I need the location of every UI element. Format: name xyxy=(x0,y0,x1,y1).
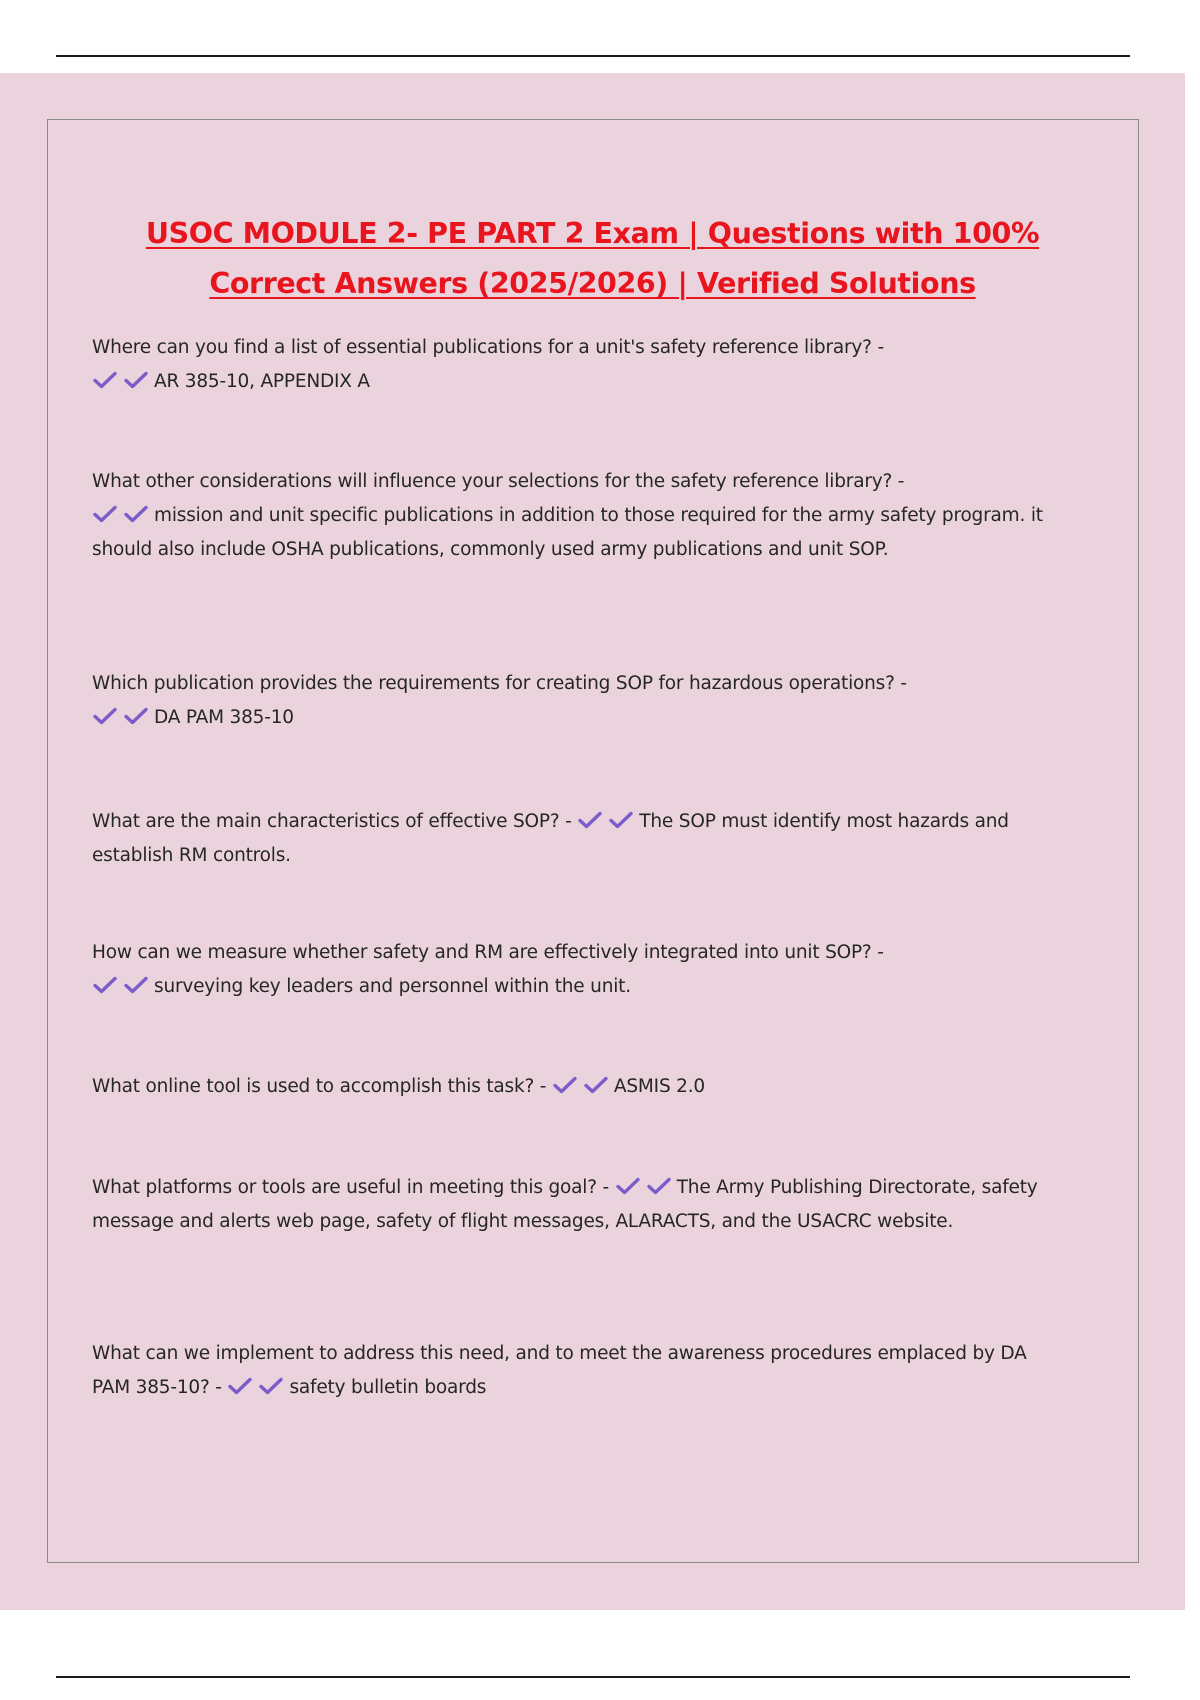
checkmark-icon xyxy=(227,1377,253,1395)
document-title-line-1: USOC MODULE 2- PE PART 2 Exam | Questions with 100% xyxy=(145,217,1040,250)
qa-item xyxy=(92,936,1052,1004)
question-text: Where can you find a list of essential publications for a unit's safety reference library? - xyxy=(92,337,884,358)
checkmark-icon xyxy=(583,1076,609,1094)
footer-rule xyxy=(56,1676,1130,1678)
answer-text: The Army Publishing Directorate, safety message and alerts web page, safety of flight messages, ALARACTS, and the USACRC website. xyxy=(92,1177,1038,1232)
qa-item xyxy=(92,1070,1052,1104)
checkmark-icon xyxy=(92,505,118,523)
question-text: What are the main characteristics of effective SOP? - xyxy=(92,811,572,832)
checkmark-icon xyxy=(123,371,149,389)
header-rule xyxy=(56,55,1130,57)
question-text: What other considerations will influence your selections for the safety reference library? - xyxy=(92,471,905,492)
checkmark-icon xyxy=(92,707,118,725)
checkmark-icon xyxy=(608,811,634,829)
answer-text: DA PAM 385-10 xyxy=(154,707,294,728)
checkmark-icon xyxy=(92,371,118,389)
document-page xyxy=(0,73,1185,1610)
answer-text: safety bulletin boards xyxy=(289,1377,487,1398)
checkmark-icon xyxy=(646,1177,672,1195)
checkmark-icon xyxy=(258,1377,284,1395)
answer-text: The SOP must identify most hazards and establish RM controls. xyxy=(92,811,1009,866)
question-text: How can we measure whether safety and RM are effectively integrated into unit SOP? - xyxy=(92,942,884,963)
checkmark-icon xyxy=(123,707,149,725)
document-title-line-2: Correct Answers (2025/2026) | Verified Solutions xyxy=(209,267,976,300)
answer-text: AR 385-10, APPENDIX A xyxy=(154,371,370,392)
qa-item xyxy=(92,667,1052,735)
checkmark-icon xyxy=(577,811,603,829)
qa-item xyxy=(92,1171,1052,1239)
qa-item xyxy=(92,331,1052,399)
question-text: What can we implement to address this need, and to meet the awareness procedures emplaced by DA PAM 385-10? - xyxy=(92,1343,1027,1398)
question-text: Which publication provides the requirements for creating SOP for hazardous operations? - xyxy=(92,673,907,694)
checkmark-icon xyxy=(123,505,149,523)
qa-item xyxy=(92,1337,1052,1405)
checkmark-icon xyxy=(615,1177,641,1195)
qa-item xyxy=(92,465,1052,567)
checkmark-icon xyxy=(123,976,149,994)
answer-text: ASMIS 2.0 xyxy=(613,1076,705,1097)
checkmark-icon xyxy=(552,1076,578,1094)
answer-text: surveying key leaders and personnel within the unit. xyxy=(154,976,631,997)
answer-text: mission and unit specific publications in addition to those required for the army safety program. it should also include OSHA publications, commonly used army publications and unit SOP. xyxy=(92,505,1043,560)
question-text: What platforms or tools are useful in meeting this goal? - xyxy=(92,1177,609,1198)
question-text: What online tool is used to accomplish this task? - xyxy=(92,1076,547,1097)
qa-item xyxy=(92,805,1052,873)
checkmark-icon xyxy=(92,976,118,994)
